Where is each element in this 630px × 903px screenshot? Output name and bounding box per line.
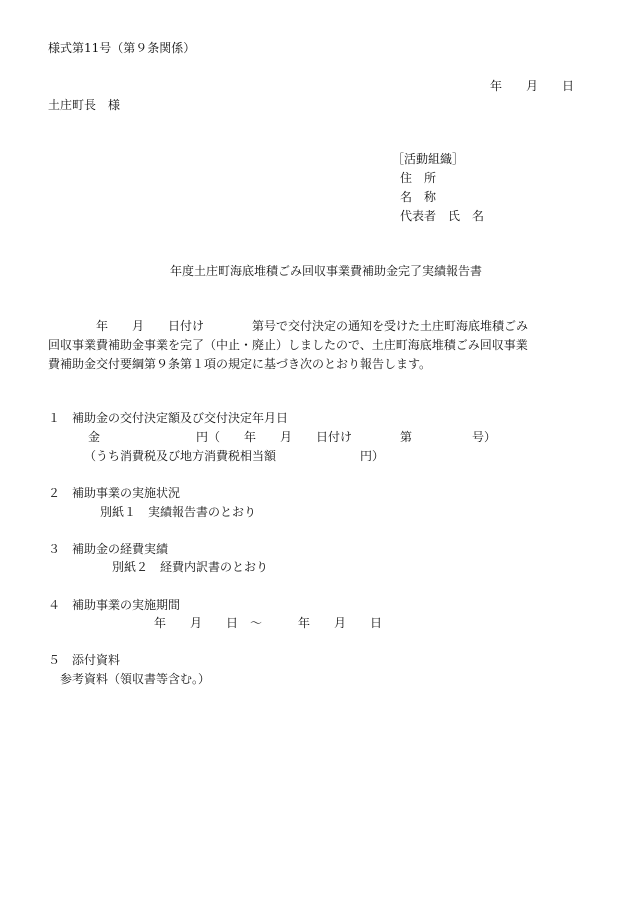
form-number: 様式第11号（第９条関係） — [48, 41, 196, 55]
item-1-tax-line: （うち消費税及び地方消費税相当額 円） — [84, 449, 385, 463]
item-3-detail: 別紙２ 経費内訳書のとおり — [112, 560, 269, 574]
item-5-detail: 参考資料（領収書等含む。） — [60, 672, 211, 686]
date-line: 年 月 日 — [490, 79, 575, 93]
item-2-heading: ２ 補助事業の実施状況 — [48, 486, 181, 500]
item-2-detail: 別紙１ 実績報告書のとおり — [100, 505, 257, 519]
item-1-heading: １ 補助金の交付決定額及び交付決定年月日 — [48, 411, 289, 425]
item-4-period: 年 月 日 ～ 年 月 日 — [154, 616, 383, 630]
body-line-3: 費補助金交付要綱第９条第１項の規定に基づき次のとおり報告します。 — [48, 357, 432, 371]
item-1-amount-line: 金 円（ 年 月 日付け 第 号） — [88, 430, 497, 444]
applicant-address: 住 所 — [400, 171, 437, 185]
applicant-representative: 代表者 氏 名 — [400, 209, 485, 223]
item-4-heading: ４ 補助事業の実施期間 — [48, 598, 181, 612]
item-3-heading: ３ 補助金の経費実績 — [48, 542, 169, 556]
applicant-name: 名 称 — [400, 190, 437, 204]
body-line-1: 年 月 日付け 第号で交付決定の通知を受けた土庄町海底堆積ごみ — [48, 319, 529, 333]
addressee: 土庄町長 様 — [48, 98, 121, 112]
applicant-header: ［活動組織］ — [392, 152, 465, 166]
body-line-2: 回収事業費補助金事業を完了（中止・廃止）しましたので、土庄町海底堆積ごみ回収事業 — [48, 338, 528, 352]
document-title: 年度土庄町海底堆積ごみ回収事業費補助金完了実績報告書 — [170, 264, 483, 278]
item-5-heading: ５ 添付資料 — [48, 653, 121, 667]
